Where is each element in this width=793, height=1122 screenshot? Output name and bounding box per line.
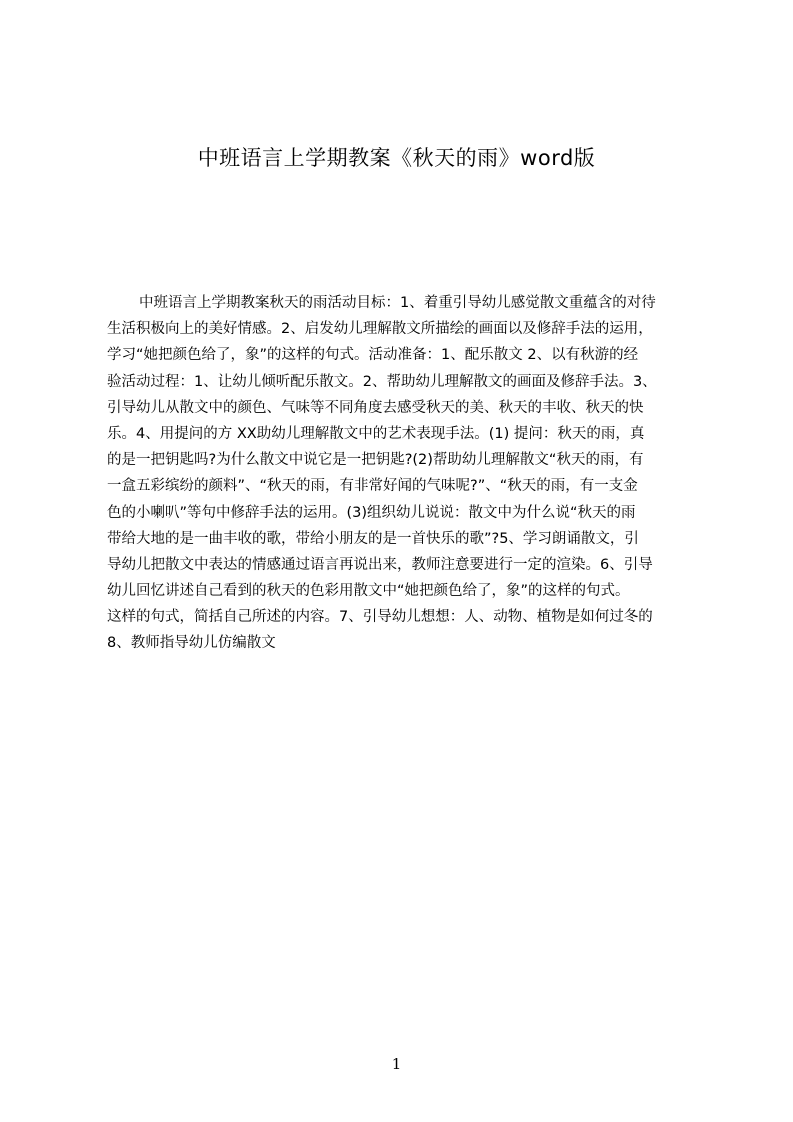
text-line: 导幼儿把散文中表达的情感通过语言再说出来，教师注意要进行一定的渲染。6、引导	[107, 556, 653, 573]
text-line: 中班语言上学期教案秋天的雨活动目标：1、着重引导幼儿感觉散文重蕴含的对待	[139, 295, 656, 311]
text-line: 乐。4、用提问的方 XX助幼儿理解散文中的艺术表现手法。(1) 提问：秋天的雨，真	[107, 425, 645, 442]
text-line: 色的小喇叭”等句中修辞手法的运用。(3)组织幼儿说说：散文中为什么说“秋天的雨	[107, 504, 636, 521]
text-line: 验活动过程：1、让幼儿倾听配乐散文。2、帮助幼儿理解散文的画面及修辞手法。3、	[107, 373, 657, 390]
text-line: 带给大地的是一曲丰收的歌，带给小朋友的是一首快乐的歌”?5、学习朗诵散文，引	[107, 530, 639, 547]
text-line: 这样的句式，简括自己所述的内容。7、引导幼儿想想：人、动物、植物是如何过冬的	[107, 609, 653, 626]
text-line: 引导幼儿从散文中的颜色、气味等不同角度去感受秋天的美、秋天的丰收、秋天的快	[107, 399, 644, 416]
page-number: 1	[391, 1055, 402, 1073]
text-line: 学习“她把颜色给了，象”的这样的句式。活动准备：1、配乐散文 2、以有秋游的经	[107, 347, 639, 364]
text-line: 8、教师指导幼儿仿编散文	[107, 635, 276, 652]
document-title: 中班语言上学期教案《秋天的雨》word版	[197, 146, 596, 170]
text-line: 幼儿回忆讲述自己看到的秋天的色彩用散文中“她把颜色给了，象”的这样的句式。	[107, 583, 630, 600]
body-paragraph	[107, 290, 707, 657]
text-line: 生活积极向上的美好情感。2、启发幼儿理解散文所描绘的画面以及修辞手法的运用，	[107, 321, 653, 338]
text-line: 一盒五彩缤纷的颜料”、“秋天的雨，有非常好闻的气味呢?”、“秋天的雨，有一支金	[107, 478, 638, 495]
text-line: 的是一把钥匙吗?为什么散文中说它是一把钥匙?(2)帮助幼儿理解散文“秋天的雨，有	[107, 452, 644, 469]
